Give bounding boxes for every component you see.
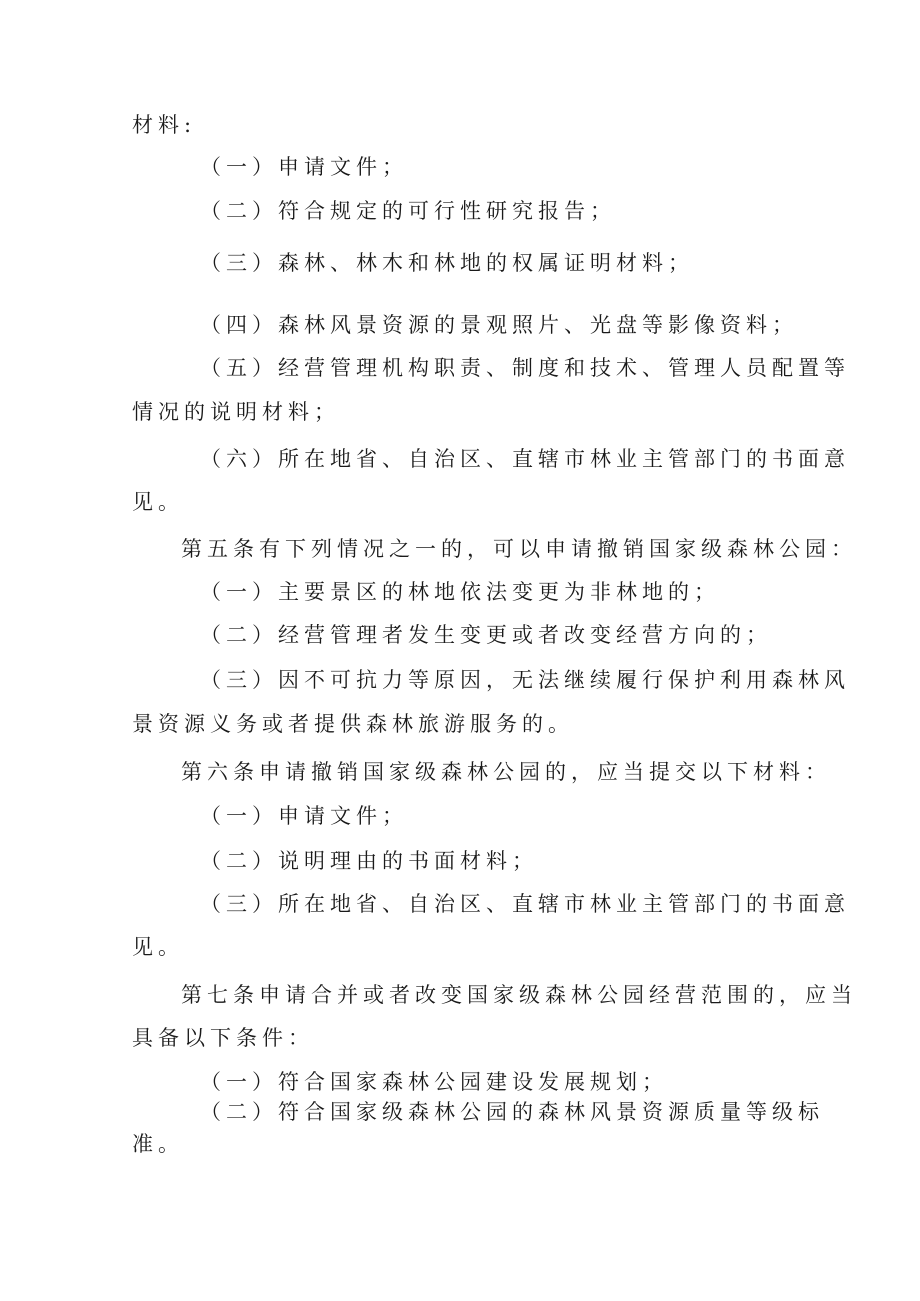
text-line: 见。 [132, 935, 184, 959]
text-line: 见。 [132, 490, 184, 514]
text-line: （二）经营管理者发生变更或者改变经营方向的； [200, 623, 772, 647]
text-line: 具备以下条件： [132, 1026, 314, 1050]
text-line: （三）森林、林木和林地的权属证明材料； [200, 251, 694, 275]
text-line: （一）申请文件； [200, 804, 408, 828]
text-line: （二）符合规定的可行性研究报告； [200, 199, 616, 223]
text-line: （二）说明理由的书面材料； [200, 849, 538, 873]
text-line: （六）所在地省、自治区、直辖市林业主管部门的书面意 [200, 447, 850, 471]
text-line: 准。 [132, 1132, 184, 1156]
text-line: 第五条有下列情况之一的，可以申请撤销国家级森林公园： [181, 537, 857, 561]
text-line: （三）所在地省、自治区、直辖市林业主管部门的书面意 [200, 892, 850, 916]
text-line: （二）符合国家级森林公园的森林风景资源质量等级标 [200, 1100, 824, 1124]
text-line: 材料: [132, 113, 197, 137]
text-line: 景资源义务或者提供森林旅游服务的。 [132, 712, 574, 736]
text-line: （一）申请文件； [200, 155, 408, 179]
text-line: 第六条申请撤销国家级森林公园的，应当提交以下材料： [181, 760, 831, 784]
text-line: （三）因不可抗力等原因，无法继续履行保护利用森林风 [200, 668, 850, 692]
text-line: 第七条申请合并或者改变国家级森林公园经营范围的，应当 [181, 983, 857, 1007]
text-line: （五）经营管理机构职责、制度和技术、管理人员配置等 [200, 356, 850, 380]
text-line: 情况的说明材料； [132, 400, 340, 424]
text-line: （一）符合国家森林公园建设发展规划； [200, 1070, 668, 1094]
text-line: （四）森林风景资源的景观照片、光盘等影像资料； [200, 313, 798, 337]
text-line: （一）主要景区的林地依法变更为非林地的； [200, 580, 720, 604]
